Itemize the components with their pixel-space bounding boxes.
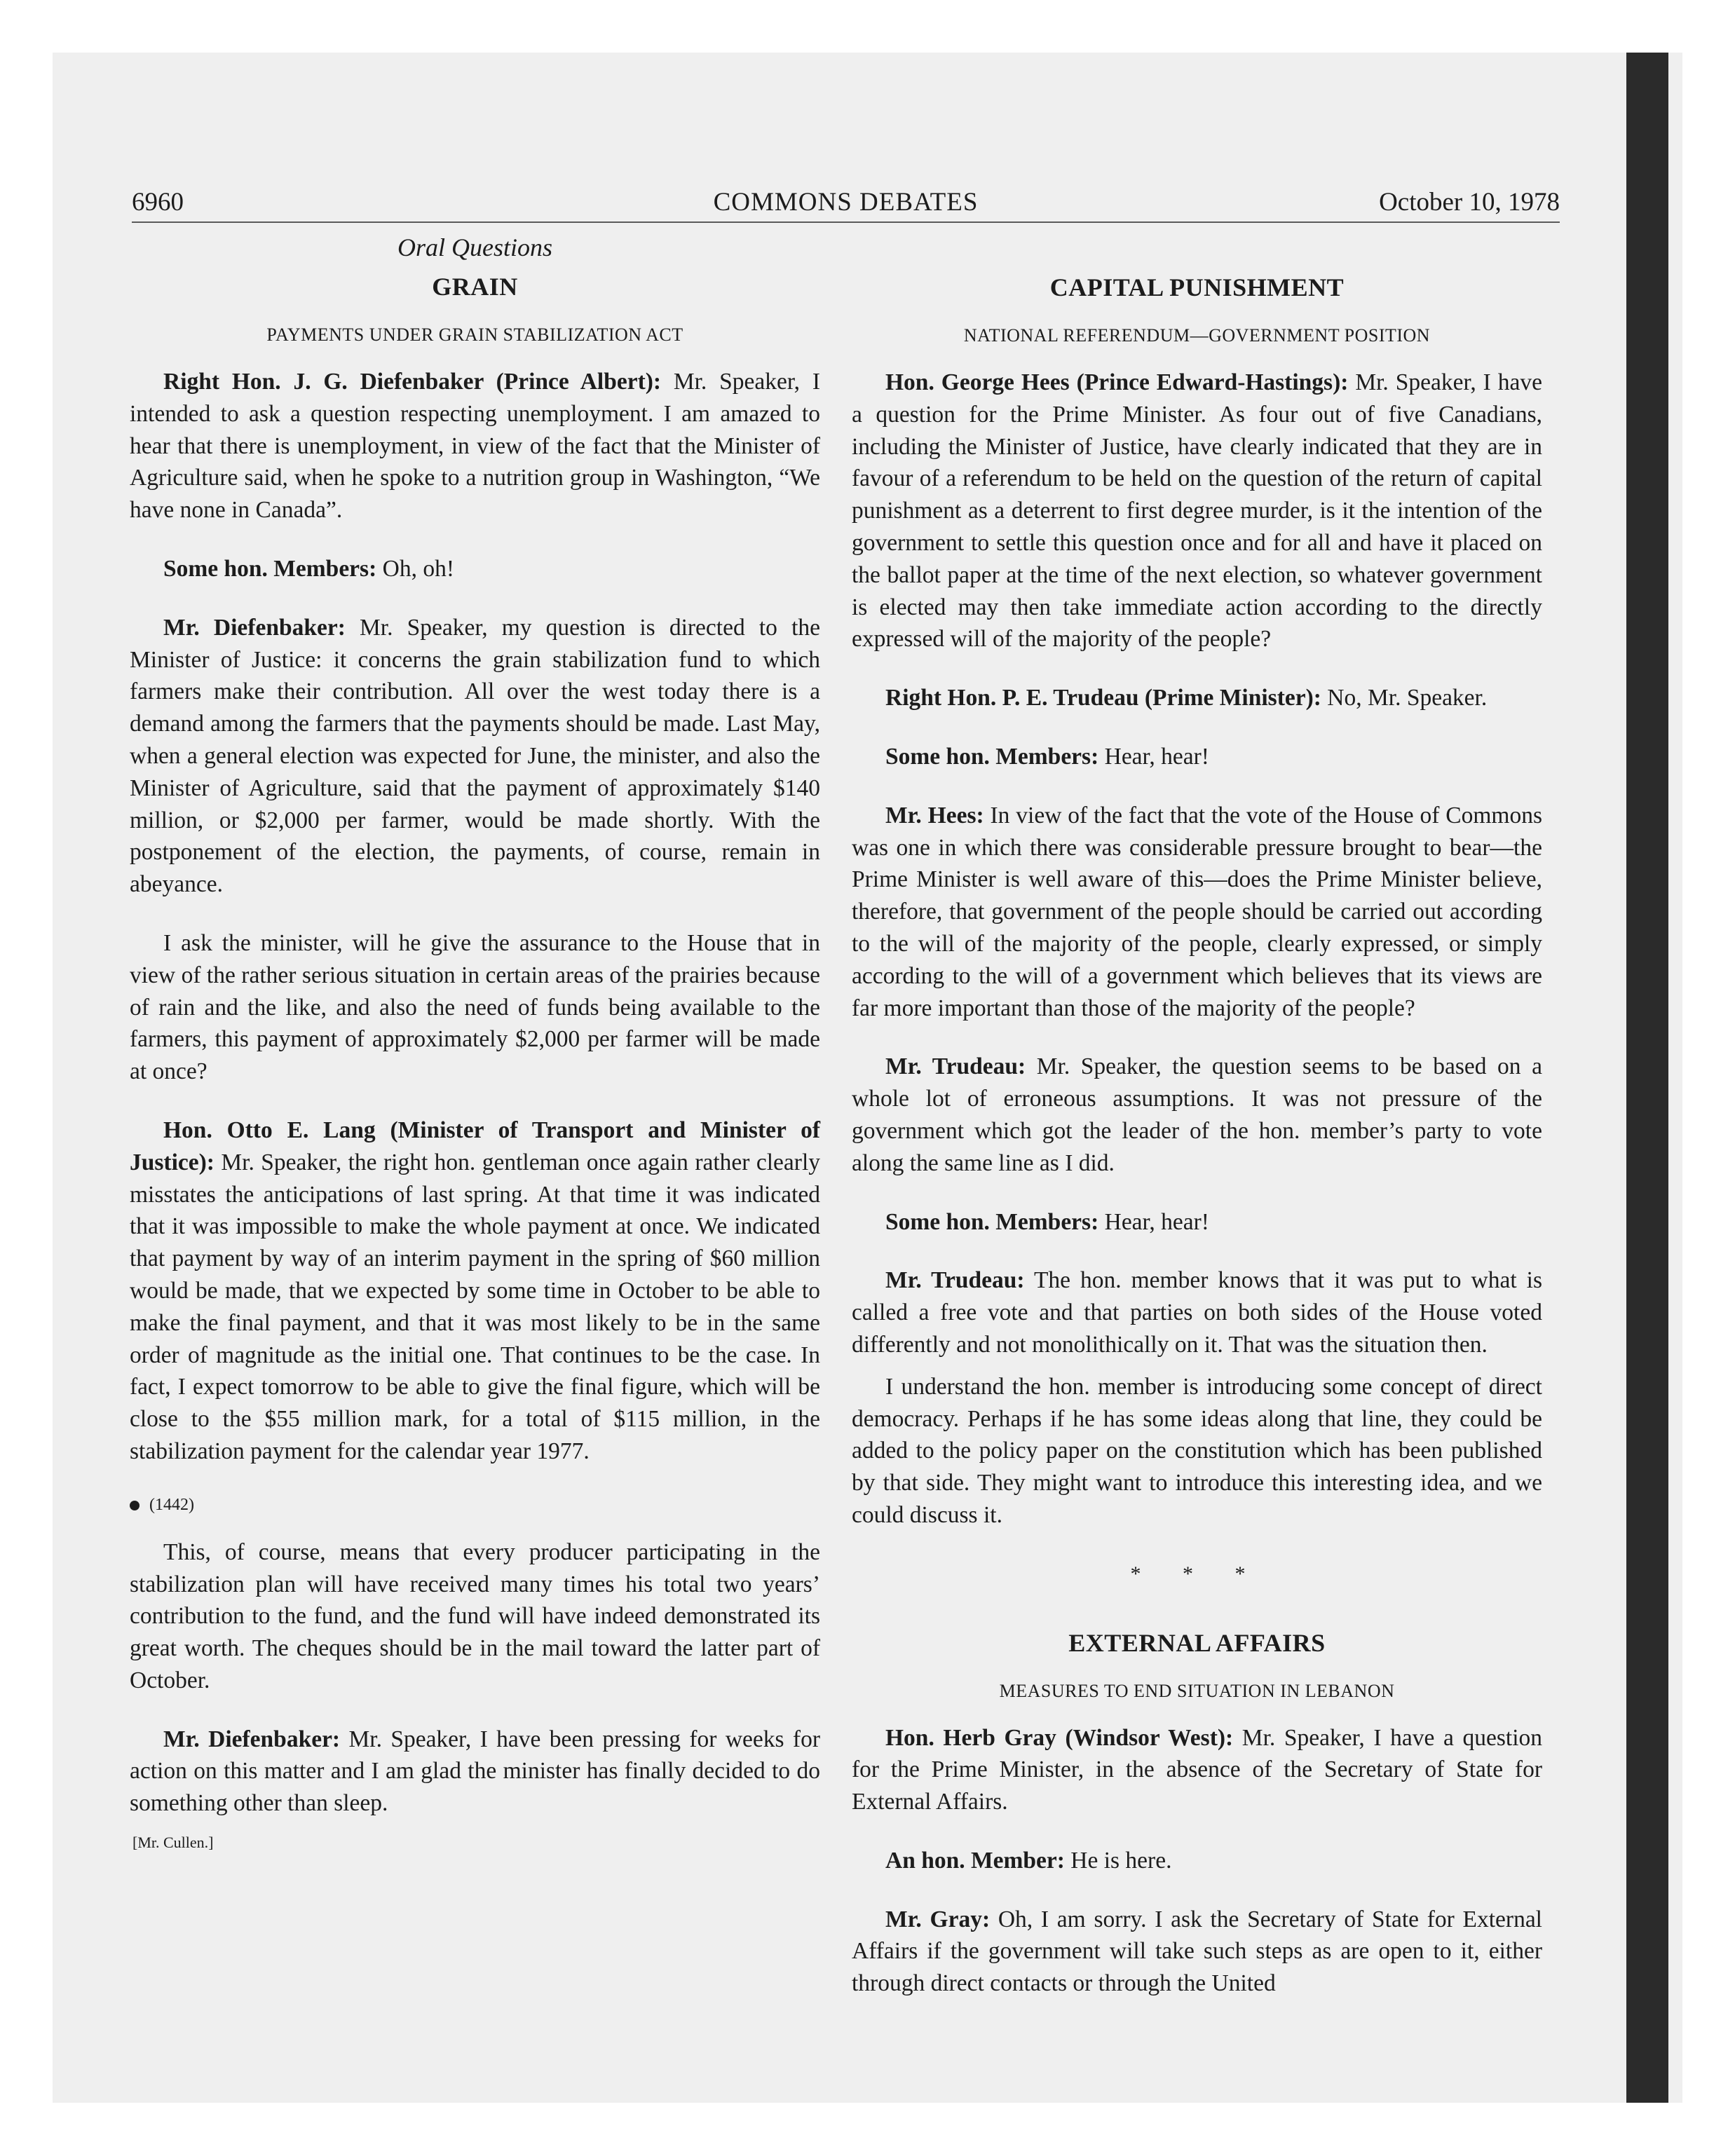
speech: Mr. Speaker, I have a question for the Prime Minister. As four out of five Canadians, including the Minister of Justice, have clearly indicated that they are in favour of a referendum to be held on the question of the return of capital punishment as a deterrent to first degree murder, is it the intention of the government to settle this question once and for all and have it placed on the ballot paper at the time of the next election, so whatever government is elected may then take immediate action according to the directly expressed will of the majority of the people? (852, 369, 1542, 653)
paragraph (852, 367, 1542, 655)
section-heading-grain: GRAIN (432, 273, 518, 301)
speech: He is here. (1064, 1847, 1172, 1874)
paragraph (852, 1371, 1542, 1531)
speaker: Mr. Diefenbaker: (163, 614, 346, 641)
paragraph (852, 800, 1542, 1025)
paragraph (852, 1264, 1542, 1360)
section-heading-external-affairs: EXTERNAL AFFAIRS (1068, 1628, 1326, 1657)
paragraph (852, 1051, 1542, 1179)
paragraph (130, 927, 820, 1088)
speech: Mr. Speaker, I intended to ask a question respecting unemployment. I am amazed to hear that there is unemployment, in view of the fact that the Minister of Agriculture said, when he spoke to a nutrition group in Washington, “We have none in Canada”. (130, 369, 820, 524)
paragraph (852, 1722, 1542, 1818)
speech: Hear, hear! (1098, 1208, 1209, 1235)
speaker: Mr. Hees: (885, 802, 984, 828)
speaker: Hon. George Hees (Prince Edward-Hastings): (885, 369, 1349, 395)
speaker: Mr. Trudeau: (885, 1053, 1026, 1080)
speech: Oh, oh! (376, 555, 454, 582)
paragraph (852, 741, 1542, 773)
time-marker-text: (1442) (149, 1495, 194, 1514)
speaker: Some hon. Members: (163, 555, 377, 582)
speech: The hon. member knows that it was put to what is called a free vote and that parties on both sides of the House voted differently and not monolithically on it. That was the situation then. (852, 1267, 1542, 1358)
speech: Oh, I am sorry. I ask the Secretary of State for External Affairs if the government will take such steps as are open to it, either through direct contacts or through the United (852, 1906, 1542, 1997)
page-header (132, 182, 1560, 223)
speaker: Hon. Otto E. Lang (Minister of Transport and Minister of Justice): (130, 1117, 820, 1175)
speech: I ask the minister, will he give the assurance to the House that in view of the rather serious situation in certain areas of the prairies because of rain and the like, and also the need of funds being available to the farmers, this payment of approximately $2,000 per farmer will be made at once? (130, 929, 820, 1085)
section-separator: * * * (1130, 1562, 1264, 1585)
speech: In view of the fact that the vote of the House of Commons was one in which there was considerable pressure brought to bear—the Prime Minister is well aware of this—does the Prime Minister believe, therefore, that government of the people should be carried out according to the will of the majority of the people, clearly expressed, or simply according to the will of a government which believes that its views are far more important than those of the majority of the people? (852, 802, 1542, 1021)
publication-title: COMMONS DEBATES (713, 188, 979, 217)
speaker: Right Hon. P. E. Trudeau (Prime Minister): (885, 685, 1321, 711)
paragraph (130, 553, 820, 585)
time-marker (130, 1494, 820, 1515)
right-column (852, 270, 1542, 2026)
paragraph (852, 1904, 1542, 2000)
speech: Mr. Speaker, I have been pressing for weeks for action on this matter and I am glad the minister has finally decided to do something other than sleep. (130, 1726, 820, 1817)
paragraph (852, 1845, 1542, 1877)
paragraph (852, 682, 1542, 714)
speaker: An hon. Member: (885, 1847, 1065, 1874)
section-subheading-grain: PAYMENTS UNDER GRAIN STABILIZATION ACT (266, 325, 683, 345)
speaker: Mr. Diefenbaker: (163, 1726, 341, 1752)
paragraph (130, 1724, 820, 1820)
speech: I understand the hon. member is introducing some concept of direct democracy. Perhaps if he has some ideas along that line, they could be added to the policy paper on the constitution which has been published by that side. They might want to introduce this interesting idea, and we could discuss it. (852, 1373, 1542, 1528)
scan-edge-shadow (1626, 53, 1668, 2103)
speaker: Mr. Trudeau: (885, 1267, 1025, 1294)
speaker: Some hon. Members: (885, 743, 1099, 770)
section-heading-capital-punishment: CAPITAL PUNISHMENT (1049, 273, 1345, 301)
paragraph (130, 1536, 820, 1697)
speech: Mr. Speaker, the question seems to be based on a whole lot of erroneous assumptions. It was not pressure of the government which got the leader of the hon. member’s party to vote along the same line as I did. (852, 1053, 1542, 1176)
speaker: Right Hon. J. G. Diefenbaker (Prince Albert): (163, 369, 662, 395)
speaker: Hon. Herb Gray (Windsor West): (885, 1724, 1234, 1751)
section-subtitle: Oral Questions (397, 233, 552, 261)
paragraph (130, 366, 820, 526)
page-date: October 10, 1978 (1379, 188, 1560, 217)
speech: Mr. Speaker, I have a question for the Prime Minister, in the absence of the Secretary of State for External Affairs. (852, 1724, 1542, 1815)
section-subheading-lebanon: MEASURES TO END SITUATION IN LEBANON (999, 1680, 1395, 1701)
footer-note: [Mr. Cullen.] (132, 1834, 214, 1852)
speech: No, Mr. Speaker. (1321, 685, 1488, 711)
speech: Mr. Speaker, my question is directed to the Minister of Justice: it concerns the grain stabilization fund to which farmers make their contribution. All over the west today there is a demand among the farmers that the payments should be made. Last May, when a general election was expected for June, the minister, and also the Minister of Agriculture, said that the payment of approximately $140 million, or $2,000 per farmer, would be made shortly. With the postponement of the election, the payments, of course, remain in abeyance. (130, 614, 820, 898)
speaker: Some hon. Members: (885, 1208, 1099, 1235)
bullet-icon (130, 1501, 140, 1510)
paragraph (130, 1114, 820, 1468)
speaker: Mr. Gray: (885, 1906, 991, 1932)
left-column (130, 230, 820, 1853)
speech: Hear, hear! (1098, 743, 1209, 770)
speech: This, of course, means that every producer participating in the stabilization plan will have received many times his total two years’ contribution to the fund, and the fund will have indeed demonstrated its great worth. The cheques should be in the mail toward the latter part of October. (130, 1538, 820, 1693)
speech: Mr. Speaker, the right hon. gentleman once again rather clearly misstates the anticipations of last spring. At that time it was indicated that it was impossible to make the whole payment at once. We indicated that payment by way of an interim payment in the spring of $60 million would be made, that we expected by some time in October to be able to make the final payment, and that it was most likely to be in the same order of magnitude as the initial one. That continues to be the case. In fact, I expect tomorrow to be able to give the final figure, which will be close to the $55 million mark, for a total of $115 million, in the stabilization payment for the calendar year 1977. (130, 1149, 820, 1464)
page-number: 6960 (132, 188, 184, 217)
section-subheading-referendum: NATIONAL REFERENDUM—GOVERNMENT POSITION (963, 325, 1431, 346)
paragraph (852, 1206, 1542, 1239)
paragraph (130, 612, 820, 901)
